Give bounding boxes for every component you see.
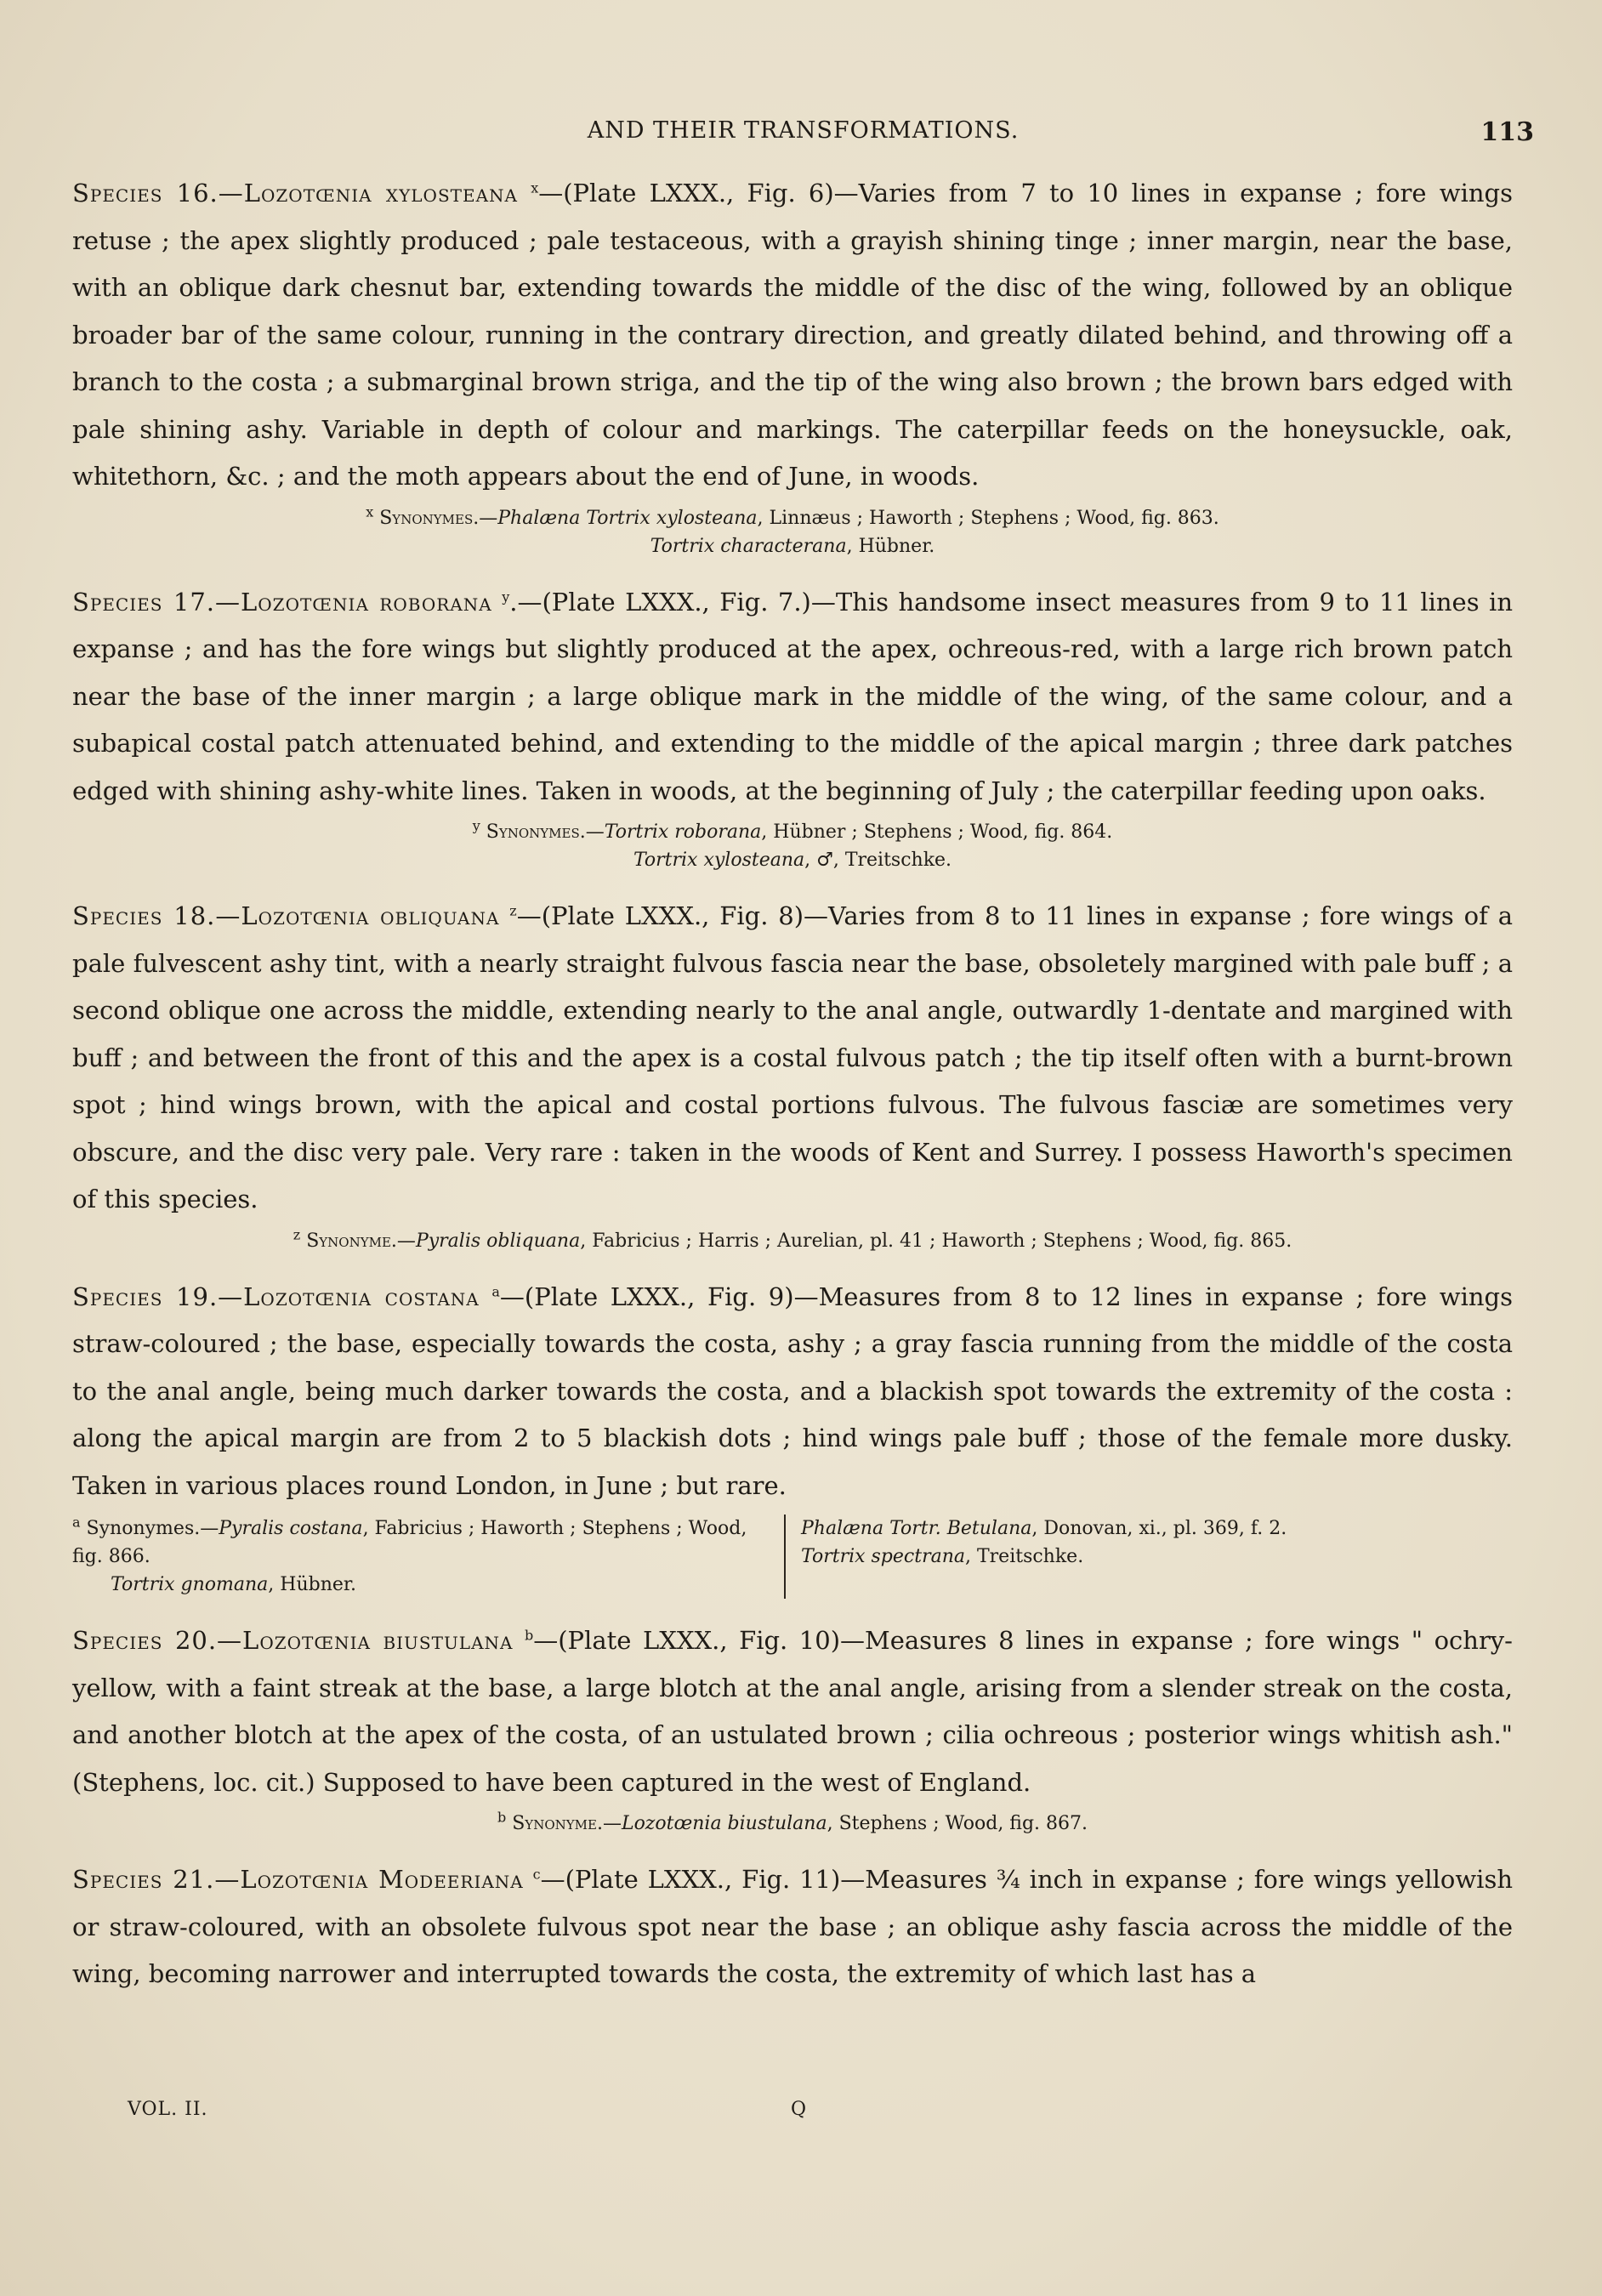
species-21-heading: Species 21.—Lozotœnia Modeeriana (72, 1865, 524, 1894)
species-16-paragraph (72, 170, 1513, 501)
footnote-mark: b (497, 1809, 507, 1826)
synonym-line: Phalæna Tortr. Betulana, Donovan, xi., pl. 369, f. 2. (801, 1518, 1287, 1539)
footnote-mark: c (532, 1866, 541, 1883)
species-19-text: —(Plate LXXX., Fig. 9)—Measures from 8 to 12 lines in expanse ; fore wings straw-coloured ; the base, especially towards the costa, ashy ; a gray fascia running from the middle of the costa to the anal angle, being much darker towards the costa, and a blackish spot towards the extremity of the costa : along the apical margin are from 2 to 5 blackish dots ; hind wings pale buff ; those of the female more dusky. Taken in various places round London, in June ; but rare. (72, 1282, 1514, 1500)
synonym-line: Pyralis costana, Fabricius ; Haworth ; Stephens ; Wood, fig. 866. (72, 1518, 747, 1567)
synonyms-label: Synonyme.— (306, 1230, 416, 1252)
synonyms-label: Synonymes.— (379, 507, 498, 529)
synonym-line: Tortrix characterana, Hübner. (650, 535, 935, 557)
synonym-line: Tortrix gnomana, Hübner. (111, 1574, 356, 1595)
synonym-line: Pyralis obliquana, Fabricius ; Harris ; Aurelian, pl. 41 ; Haworth ; Stephens ; Wood, fig. 865. (415, 1230, 1292, 1252)
species-18-paragraph (72, 893, 1513, 1224)
species-17-synonyms (72, 818, 1513, 874)
species-20-text: —(Plate LXXX., Fig. 10)—Measures 8 lines in expanse ; fore wings " ochry-yellow, with a faint streak at the base, a large blotch at the anal angle, arising from a slender streak on the costa, and another blotch at the apex of the costa, of an ustulated brown ; cilia ochreous ; posterior wings whitish ash." (Stephens, loc. cit.) Supposed to have been captured in the west of England. (72, 1626, 1513, 1797)
page-body (72, 170, 1513, 1998)
species-18-text: —(Plate LXXX., Fig. 8)—Varies from 8 to 11 lines in expanse ; fore wings of a pale fulvescent ashy tint, with a nearly straight fulvous fascia near the base, obsoletely margined with pale buff ; a second oblique one across the middle, extending nearly to the anal angle, outwardly 1-dentate and margined with buff ; and between the front of this and the apex is a costal fulvous patch ; the tip itself often with a burnt-brown spot ; hind wings brown, with the apical and costal portions fulvous. The fulvous fasciæ are sometimes very obscure, and the disc very pale. Very rare : taken in the woods of Kent and Surrey. I possess Haworth's specimen of this species. (72, 901, 1513, 1213)
page-header (72, 117, 1534, 151)
species-17-paragraph (72, 579, 1513, 816)
synonym-line: Phalæna Tortrix xylosteana, Linnæus ; Haworth ; Stephens ; Wood, fig. 863. (497, 507, 1219, 529)
footnote-mark: z (293, 1226, 301, 1243)
species-16-synonyms (72, 504, 1513, 560)
synonym-line: Tortrix roborana, Hübner ; Stephens ; Wood, fig. 864. (604, 821, 1113, 843)
species-20-synonyms (72, 1810, 1513, 1838)
footnote-mark: a (72, 1514, 81, 1531)
footnote-mark: x (366, 503, 374, 520)
synonyms-label: Synonymes.— (486, 821, 605, 843)
footnote-mark: x (531, 179, 539, 196)
signature-mark: Q (791, 2099, 807, 2120)
species-20-heading: Species 20.—Lozotœnia biustulana (72, 1626, 514, 1655)
species-20-paragraph (72, 1617, 1513, 1806)
footnote-mark: b (524, 1627, 534, 1644)
species-19-paragraph (72, 1274, 1513, 1510)
running-title: AND THEIR TRANSFORMATIONS. (587, 117, 1020, 144)
synonyms-label: Synonyme.— (512, 1813, 622, 1834)
page-footer (128, 2099, 1474, 2133)
species-17-text: .—(Plate LXXX., Fig. 7.)—This handsome insect measures from 9 to 11 lines in expanse ; and has the fore wings but slightly produced at the apex, ochreous-red, with a large rich brown patch near the base of the inner margin ; a large oblique mark in the middle of the wing, of the same colour, and a subapical costal patch attenuated behind, and extending to the middle of the apical margin ; three dark patches edged with shining ashy-white lines. Taken in woods, at the beginning of July ; the caterpillar feeding upon oaks. (72, 587, 1514, 805)
species-21-paragraph (72, 1856, 1513, 1998)
footnote-mark: a (491, 1282, 500, 1299)
footnote-mark: y (472, 817, 480, 834)
synonyms-left-column (72, 1515, 786, 1599)
species-17-heading: Species 17.—Lozotœnia roborana (72, 587, 492, 617)
species-21-text: —(Plate LXXX., Fig. 11)—Measures ¾ inch in expanse ; fore wings yellowish or straw-coloured, with an obsolete fulvous spot near the base ; an oblique ashy fascia across the middle of the wing, becoming narrower and interrupted towards the costa, the extremity of which last has a (72, 1865, 1514, 1988)
volume-label: VOL. II. (128, 2099, 208, 2120)
synonyms-label: Synonymes.— (86, 1518, 219, 1539)
species-19-synonyms (72, 1515, 1513, 1599)
species-19-heading: Species 19.—Lozotœnia costana (72, 1282, 480, 1311)
footnote-mark: y (502, 588, 510, 605)
species-16-heading: Species 16.—Lozotœnia xylosteana (72, 179, 518, 207)
species-18-synonyms (72, 1227, 1513, 1255)
synonym-line: Lozotœnia biustulana, Stephens ; Wood, fig. 867. (621, 1813, 1088, 1834)
species-16-text: —(Plate LXXX., Fig. 6)—Varies from 7 to 10 lines in expanse ; fore wings retuse ; the apex slightly produced ; pale testaceous, with a grayish shining tinge ; inner margin, near the base, with an oblique dark chesnut bar, extending towards the middle of the disc of the wing, followed by an oblique broader bar of the same colour, running in the contrary direction, and greatly dilated behind, and throwing off a branch to the costa ; a submarginal brown striga, and the tip of the wing also brown ; the brown bars edged with pale shining ashy. Variable in depth of colour and markings. The caterpillar feeds on the honeysuckle, oak, whitethorn, &c. ; and the moth appears about the end of June, in woods. (72, 179, 1513, 491)
species-18-heading: Species 18.—Lozotœnia obliquana (72, 901, 500, 930)
synonym-line: Tortrix xylosteana, ♂, Treitschke. (633, 850, 952, 871)
synonyms-right-column (786, 1515, 1513, 1599)
page-number: 113 (1480, 117, 1534, 147)
synonym-line: Tortrix spectrana, Treitschke. (801, 1546, 1084, 1567)
footnote-mark: z (509, 902, 517, 919)
